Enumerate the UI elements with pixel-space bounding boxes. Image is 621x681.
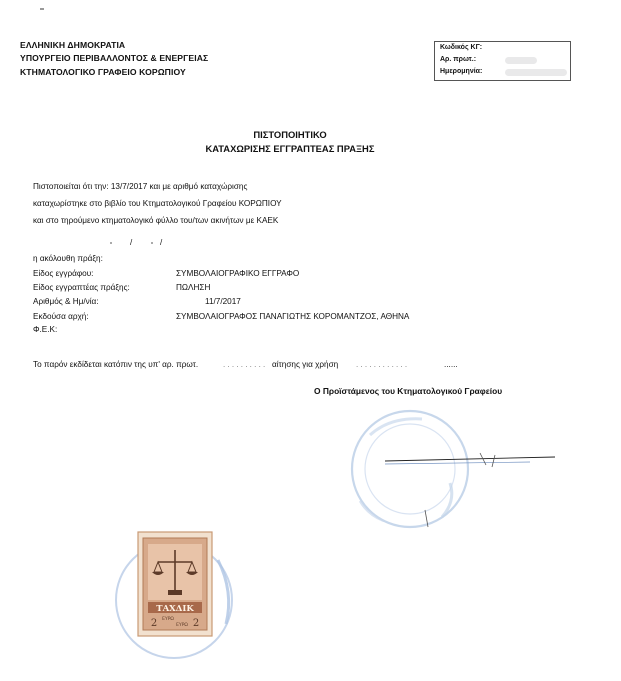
fee-stamp — [108, 520, 248, 660]
body-line-certified: Πιστοποιείται ότι την: 13/7/2017 και με αριθμό καταχώρισης — [33, 182, 248, 191]
kaek-separator-1: / — [130, 238, 133, 247]
kaek-separator-2: / — [160, 238, 163, 247]
scan-speck — [110, 242, 112, 244]
body-line-registered: καταχωρίστηκε στο βιβλίο του Κτηματολογικού Γραφείου ΚΟΡΩΠΙΟΥ — [33, 199, 282, 208]
field-label-number-date: Αριθμός & Ημ/νία: — [33, 297, 99, 306]
header-line-office: ΚΤΗΜΑΤΟΛΟΓΙΚΟ ΓΡΑΦΕΙΟ ΚΟΡΩΠΙΟΥ — [20, 67, 186, 77]
body-line-act: η ακόλουθη πράξη: — [33, 254, 103, 263]
field-label-fek: Φ.Ε.Κ: — [33, 325, 58, 334]
header-line-republic: ΕΛΛΗΝΙΚΗ ΔΗΜΟΚΡΑΤΙΑ — [20, 40, 126, 50]
redacted-date — [505, 69, 567, 76]
field-value-authority: ΣΥΜΒΟΛΑΙΟΓΡΑΦΟΣ ΠΑΝΑΓΙΩΤΗΣ ΚΟΡΟΜΑΝΤΖΟΣ, ΑΘΗΝΑ — [176, 312, 410, 321]
scan-speck — [151, 242, 153, 244]
field-label-doc-type: Είδος εγγράφου: — [33, 269, 94, 278]
protocol-label: Αρ. πρωτ.: — [440, 56, 477, 63]
stamp-currency-left: ΕΥΡΩ — [162, 617, 174, 622]
title-registration: ΚΑΤΑΧΩΡΙΣΗΣ ΕΓΓΡΑΠΤΕΑΣ ΠΡΑΞΗΣ — [205, 143, 375, 154]
code-label: Κωδικός ΚΓ: — [440, 44, 483, 51]
redacted-protocol-number: . . . . . . . . . . — [223, 360, 266, 369]
header-line-ministry: ΥΠΟΥΡΓΕΙΟ ΠΕΡΙΒΑΛΛΟΝΤΟΣ & ΕΝΕΡΓΕΙΑΣ — [20, 53, 209, 63]
redacted-protocol — [505, 57, 537, 64]
title-certificate: ΠΙΣΤΟΠΟΙΗΤΙΚΟ — [253, 129, 327, 140]
stamp-value-right: 2 — [192, 618, 200, 629]
field-value-act-type: ΠΩΛΗΣΗ — [176, 283, 211, 292]
date-label: Ημερομηνία: — [440, 68, 483, 75]
body-line-kaek: και στο τηρούμενο κτηματολογικό φύλλο του/των ακινήτων με ΚΑΕΚ — [33, 216, 279, 225]
field-value-number-date: 11/7/2017 — [205, 297, 241, 306]
info-box — [434, 41, 571, 81]
signer-title: Ο Προϊστάμενος του Κτηματολογικού Γραφείου — [314, 386, 503, 396]
issued-middle: αίτησης για χρήση — [272, 360, 339, 369]
field-label-act-type: Είδος εγγραπτέας πράξης: — [33, 283, 130, 292]
stamp-label: ΤΑΧΔΙΚ — [156, 604, 194, 614]
official-seal-signature — [330, 405, 560, 545]
issued-dots: ...... — [444, 360, 458, 369]
field-label-authority: Εκδούσα αρχή: — [33, 312, 89, 321]
field-value-doc-type: ΣΥΜΒΟΛΑΙΟΓΡΑΦΙΚΟ ΕΓΓΡΑΦΟ — [176, 269, 300, 278]
redacted-usage: . . . . . . . . . . . . — [356, 360, 408, 369]
issued-prefix: Το παρόν εκδίδεται κατόπιν της υπ' αρ. πρωτ. — [33, 360, 199, 369]
stamp-value-left: 2 — [150, 618, 158, 629]
scan-speck — [40, 8, 44, 10]
stamp-currency-right: ΕΥΡΩ — [176, 623, 188, 628]
